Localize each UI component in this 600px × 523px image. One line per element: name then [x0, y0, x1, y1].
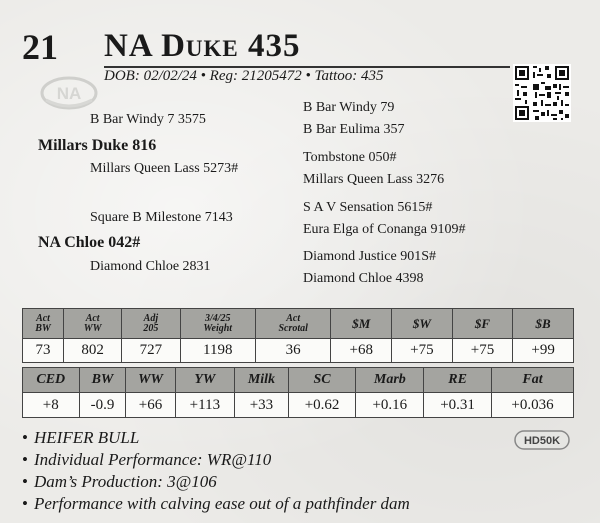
pedigree-sire-sire-dam: B Bar Eulima 357 — [303, 122, 405, 137]
pedigree-dam-sire-sire: S A V Sensation 5615# — [303, 200, 433, 215]
list-item: • Performance with calving ease out of a pathfinder dam — [22, 494, 410, 513]
list-item: • Individual Performance: WR@110 — [22, 450, 272, 469]
header-cell: SC — [288, 368, 356, 393]
header-cell: Act WW — [64, 309, 122, 339]
pedigree-dam: NA Chloe 042# — [38, 234, 141, 251]
header-cell: $W — [392, 309, 453, 339]
header-cell: $F — [452, 309, 513, 339]
header-cell: Marb — [356, 368, 424, 393]
pedigree-sire-sire: B Bar Windy 7 3575 — [90, 112, 206, 127]
value-cell: -0.9 — [79, 393, 126, 418]
bullet-icon: • — [22, 428, 28, 447]
epd-value-row — [23, 393, 574, 418]
value-cell: +113 — [175, 393, 235, 418]
performance-table — [22, 308, 574, 363]
pedigree-sire-dam: Millars Queen Lass 5273# — [90, 161, 239, 176]
pedigree-sire: Millars Duke 816 — [38, 137, 157, 154]
svg-text:HD50K: HD50K — [523, 435, 561, 447]
registration-line: DOB: 02/02/24 • Reg: 21205472 • Tattoo: 435 — [104, 68, 384, 84]
lot-number: 21 — [22, 27, 58, 67]
performance-header-row — [23, 309, 574, 339]
header-cell: $B — [513, 309, 574, 339]
pedigree-sire-dam-sire: Tombstone 050# — [303, 150, 397, 165]
animal-name: NA Duke 435 — [104, 28, 301, 64]
svg-text:NA: NA — [56, 84, 82, 103]
qr-code-icon[interactable] — [513, 64, 571, 122]
value-cell: +33 — [235, 393, 289, 418]
value-cell: +0.16 — [356, 393, 424, 418]
hd50k-badge-icon — [514, 430, 570, 450]
pedigree-sire-sire-sire: B Bar Windy 79 — [303, 100, 395, 115]
header-cell: CED — [23, 368, 80, 393]
header-cell: $M — [331, 309, 392, 339]
list-item: • Dam’s Production: 3@106 — [22, 472, 217, 491]
value-cell: +8 — [23, 393, 80, 418]
value-cell: +0.31 — [424, 393, 492, 418]
value-cell: +0.62 — [288, 393, 356, 418]
performance-value-row — [23, 339, 574, 363]
pedigree-dam-dam-dam: Diamond Chloe 4398 — [303, 271, 424, 286]
pedigree-sire-dam-dam: Millars Queen Lass 3276 — [303, 172, 445, 187]
value-cell: 36 — [255, 339, 330, 363]
bullet-icon: • — [22, 494, 28, 513]
header-cell: BW — [79, 368, 126, 393]
notes-list — [22, 427, 410, 515]
value-cell: +68 — [331, 339, 392, 363]
value-cell: +99 — [513, 339, 574, 363]
value-cell: 73 — [23, 339, 64, 363]
pedigree-dam-sire: Square B Milestone 7143 — [90, 210, 233, 225]
header-cell: WW — [126, 368, 175, 393]
epd-table — [22, 367, 574, 418]
list-item: • HEIFER BULL — [22, 428, 140, 447]
header-cell: Adj 205 — [122, 309, 180, 339]
na-logo-icon — [40, 76, 98, 110]
pedigree-dam-sire-dam: Eura Elga of Conanga 9109# — [303, 222, 466, 237]
header-cell: 3/4/25 Weight — [180, 309, 255, 339]
header-cell: Act Scrotal — [255, 309, 330, 339]
value-cell: +75 — [452, 339, 513, 363]
epd-header-row — [23, 368, 574, 393]
header-cell: Act BW — [23, 309, 64, 339]
pedigree-dam-dam: Diamond Chloe 2831 — [90, 259, 211, 274]
value-cell: 802 — [64, 339, 122, 363]
value-cell: +75 — [392, 339, 453, 363]
bullet-icon: • — [22, 472, 28, 491]
value-cell: 727 — [122, 339, 180, 363]
header-cell: Milk — [235, 368, 289, 393]
header-cell: YW — [175, 368, 235, 393]
value-cell: 1198 — [180, 339, 255, 363]
header-cell: Fat — [491, 368, 573, 393]
value-cell: +0.036 — [491, 393, 573, 418]
value-cell: +66 — [126, 393, 175, 418]
header-cell: RE — [424, 368, 492, 393]
pedigree-dam-dam-sire: Diamond Justice 901S# — [303, 249, 436, 264]
bullet-icon: • — [22, 450, 28, 469]
